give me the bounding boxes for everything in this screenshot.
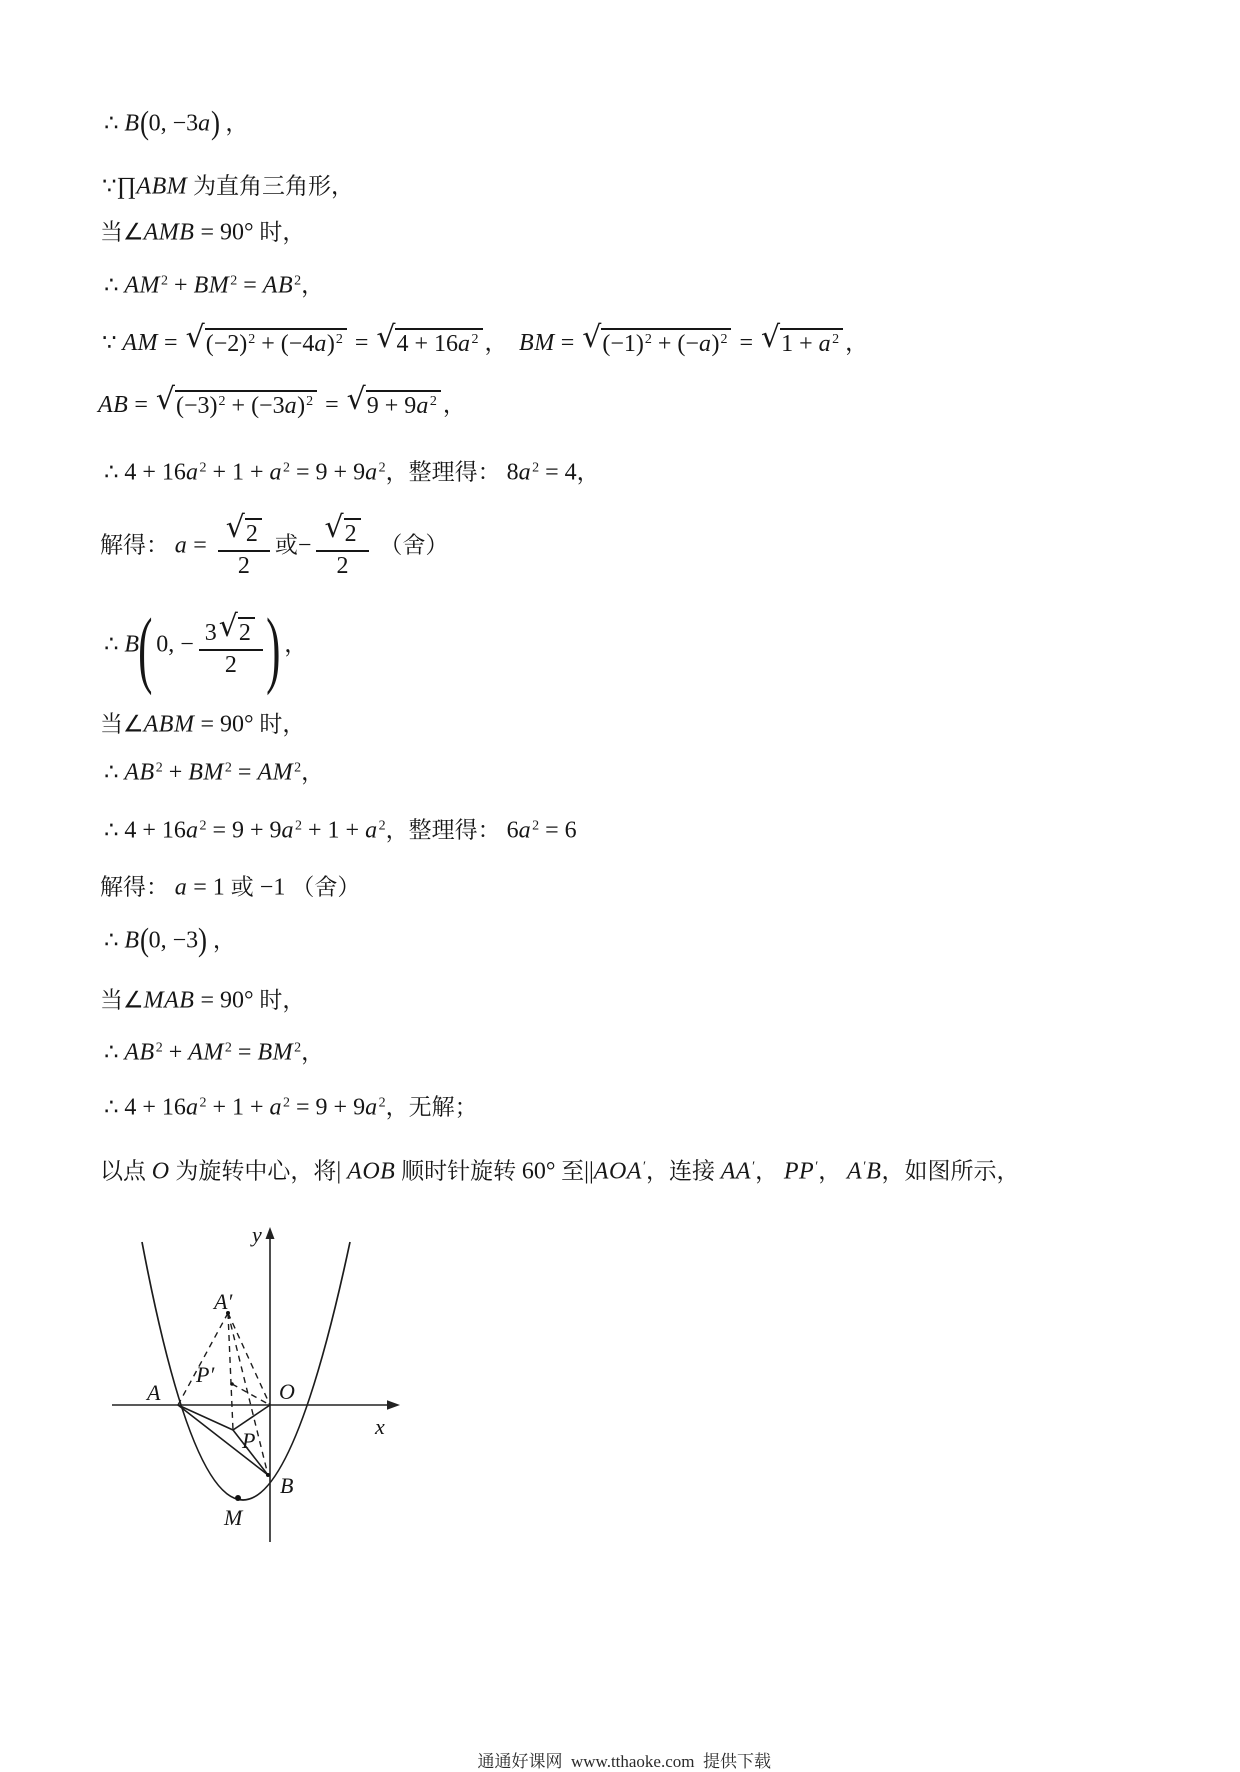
math-number: 4 + 16: [124, 817, 186, 844]
math-variable: a: [365, 1094, 378, 1121]
math-line-6: [98, 382, 466, 420]
text-run: 时，: [253, 987, 306, 1013]
math-variable: BM: [193, 272, 230, 299]
math-variable: AB: [124, 759, 155, 786]
math-line-10: [100, 706, 305, 739]
math-number: |: [336, 1158, 348, 1185]
text-run: ，: [219, 110, 249, 136]
math-number: ): [326, 331, 335, 357]
label-B: B: [280, 1473, 294, 1498]
math-line-17: [104, 1089, 478, 1122]
math-number: = 90°: [194, 987, 254, 1014]
math-number: =: [158, 330, 184, 356]
math-variable: ABM: [136, 173, 188, 200]
math-number: 3: [204, 620, 217, 646]
text-run: ，: [207, 927, 236, 953]
fraction: [199, 609, 263, 679]
radical: [155, 382, 317, 420]
label-M: M: [224, 1505, 243, 1530]
math-variable: AB: [262, 272, 294, 299]
math-number: 0, −: [150, 631, 194, 658]
text-run: 时，: [253, 711, 306, 737]
math-line-4: [104, 267, 324, 300]
math-variable: a: [198, 110, 211, 137]
text-run: ，整理得：: [385, 817, 501, 843]
radical: [185, 320, 347, 358]
superscript: 2: [832, 331, 840, 347]
text-run: （舍）: [291, 874, 361, 900]
math-number: = 9 + 9: [290, 1094, 366, 1121]
math-number: + 1 +: [206, 459, 270, 486]
math-number: =: [319, 392, 345, 418]
math-line-18: [100, 1153, 1019, 1186]
math-number: 6: [500, 817, 519, 844]
y-axis-arrow-icon: [266, 1227, 275, 1239]
text-run: ，: [576, 459, 600, 485]
label-y-axis: y: [252, 1222, 262, 1247]
superscript: 2: [378, 1095, 386, 1111]
math-number: =: [128, 392, 154, 418]
superscript: 2: [224, 1040, 232, 1056]
radical-sign: √: [324, 510, 344, 545]
text-run: 当∠: [100, 987, 144, 1013]
text-run: ，如图所示，: [881, 1158, 1020, 1184]
fraction-numerator: [316, 510, 368, 552]
radical-body: [344, 518, 361, 548]
radical-body: [780, 328, 843, 358]
math-number: + (−4: [255, 331, 315, 357]
math-number: 1 +: [781, 331, 819, 357]
superscript: 2: [155, 760, 163, 776]
math-number: = 90°: [194, 219, 254, 246]
superscript: 2: [248, 331, 256, 347]
math-variable: B: [124, 927, 140, 954]
footer: [0, 1727, 1240, 1772]
math-number: +: [168, 272, 194, 299]
math-line-16: [104, 1034, 324, 1067]
label-x-axis: x: [375, 1414, 385, 1439]
math-number: −1: [253, 874, 292, 901]
label-P-prime: P′: [196, 1362, 215, 1387]
superscript: 2: [720, 331, 728, 347]
fraction-denominator: [337, 552, 349, 580]
math-number: =: [231, 1039, 258, 1066]
radical-sign: √: [218, 609, 238, 644]
text-run: ∵: [102, 330, 123, 355]
text-run: 当∠: [100, 219, 144, 245]
rotation-figure: [95, 1222, 445, 1559]
math-variable: AM: [188, 1039, 224, 1066]
math-number: =: [348, 330, 375, 356]
math-variable: a: [185, 1094, 199, 1121]
math-variable: AM: [122, 330, 159, 356]
radical-body: [205, 328, 347, 358]
math-variable: a: [458, 331, 471, 357]
math-number: 2: [336, 553, 349, 579]
math-number: + (−: [651, 331, 699, 357]
label-O: O: [279, 1379, 295, 1404]
text-run: ∴: [104, 817, 125, 843]
math-number: 9 + 9: [366, 393, 417, 419]
text-run: 为旋转中心，将: [169, 1158, 337, 1184]
text-run: ∴: [104, 759, 125, 785]
label-A: A: [147, 1380, 161, 1405]
text-run: ，: [301, 272, 325, 298]
radical-sign: √: [582, 320, 602, 355]
math-number: = 9 + 9: [206, 817, 282, 844]
math-line-13: [100, 869, 360, 902]
math-line-5: [102, 320, 869, 358]
dashed-segment: [228, 1313, 270, 1405]
math-number: ||: [584, 1158, 594, 1185]
prime-mark: ′: [642, 1159, 646, 1175]
math-number: ): [711, 331, 720, 357]
math-variable: a: [174, 874, 188, 901]
text-run: ，: [818, 1158, 848, 1184]
prime-mark: ′: [863, 1159, 867, 1175]
superscript: 2: [306, 393, 314, 409]
text-run: ∴: [104, 927, 125, 953]
text-run: 或: [230, 874, 254, 900]
text-run: ∴: [104, 110, 125, 136]
math-variable: AB: [98, 392, 129, 418]
superscript: 2: [471, 331, 479, 347]
radical: [582, 320, 731, 358]
superscript: 2: [155, 1040, 163, 1056]
math-variable: a: [365, 817, 378, 844]
radical-sign: √: [761, 320, 781, 355]
math-number: (−3): [176, 393, 218, 419]
radical-sign: √: [376, 320, 396, 355]
text-run: 至: [555, 1158, 585, 1184]
math-number: 4 + 16: [124, 459, 186, 486]
math-number: = 6: [539, 817, 577, 844]
math-variable: AOB: [347, 1158, 396, 1185]
fraction: [218, 510, 270, 580]
label-P: P: [242, 1428, 256, 1453]
fraction-denominator: [238, 552, 250, 580]
math-variable: PP: [783, 1158, 815, 1185]
math-number: 2: [238, 620, 251, 646]
superscript: 2: [644, 331, 652, 347]
point-B: [266, 1473, 270, 1477]
math-variable: AMB: [143, 219, 195, 246]
math-variable: A: [847, 1158, 863, 1185]
math-number: =: [733, 330, 759, 356]
superscript: 2: [199, 460, 207, 476]
superscript: 2: [532, 818, 540, 834]
math-line-12: [104, 812, 577, 845]
math-variable: AB: [124, 1039, 155, 1066]
math-number: 4 + 16: [396, 331, 459, 357]
text-run: ，无解；: [385, 1094, 478, 1120]
math-number: =: [237, 272, 263, 299]
text-run: ∴: [104, 272, 125, 298]
math-number: =: [187, 532, 213, 559]
radical-sign: √: [225, 510, 245, 545]
math-number: ∏: [116, 173, 137, 200]
superscript: 2: [199, 818, 207, 834]
radical-sign: √: [346, 382, 366, 417]
radical-body: [175, 390, 317, 420]
text-run: 或: [274, 532, 298, 558]
math-line-11: [104, 754, 324, 787]
point-P-prime: [230, 1382, 234, 1386]
math-number: 4 + 16: [124, 1094, 186, 1121]
label-A-prime: A′: [214, 1289, 233, 1314]
math-variable: a: [269, 1094, 283, 1121]
text-run: ，: [278, 631, 308, 657]
radical-body: [238, 617, 255, 647]
math-number: = 1: [187, 874, 231, 901]
math-line-9: ∴ B( 0, − 3 √ 2 2 ) ，: [104, 600, 308, 696]
math-variable: a: [518, 817, 532, 844]
math-number: = 90°: [194, 711, 254, 738]
math-number: 8: [500, 459, 519, 486]
math-line-3: [100, 214, 305, 247]
math-variable: a: [174, 532, 188, 559]
math-variable: a: [518, 459, 532, 486]
text-run: ∴: [104, 459, 125, 485]
math-number: + (−3: [225, 393, 285, 419]
math-number: +: [162, 1039, 189, 1066]
math-variable: a: [365, 459, 378, 486]
math-variable: BM: [257, 1039, 294, 1066]
solid-segment: [233, 1405, 270, 1430]
math-variable: B: [866, 1158, 882, 1185]
math-variable: AM: [257, 759, 294, 786]
superscript: 2: [429, 393, 437, 409]
text-run: 解得：: [100, 874, 175, 900]
superscript: 2: [532, 460, 540, 476]
math-number: =: [554, 330, 581, 356]
radical-body: [601, 328, 731, 358]
radical-sign: √: [155, 382, 175, 417]
radical: [218, 609, 255, 647]
text-run: ，: [755, 1158, 784, 1184]
superscript: 2: [283, 1095, 291, 1111]
x-axis-arrow-icon: [387, 1400, 400, 1410]
math-variable: AOA: [593, 1158, 642, 1185]
math-line-14: ∴ B(0, −3) ，: [104, 922, 236, 959]
math-line-7: [104, 454, 600, 487]
parabola-curve: [142, 1242, 350, 1500]
radical: [376, 320, 482, 358]
dashed-segment: [178, 1313, 228, 1405]
math-line-8: [100, 510, 449, 580]
math-number: (−2): [205, 331, 248, 357]
text-run: ，: [442, 392, 466, 417]
footer-text: 通通好课网 www.tthaoke.com 提供下载: [477, 1752, 772, 1771]
fraction: [316, 510, 368, 580]
text-run: 解得：: [100, 532, 175, 558]
text-run: ，: [484, 330, 520, 355]
point-M: [235, 1495, 241, 1501]
math-number: 2: [344, 521, 357, 547]
math-number: −: [297, 532, 312, 559]
math-number: ): [297, 393, 306, 419]
dashed-segment: [228, 1313, 233, 1430]
math-variable: AA: [720, 1158, 752, 1185]
text-run: ，: [845, 330, 869, 355]
math-variable: a: [281, 817, 295, 844]
math-variable: BM: [519, 330, 555, 356]
math-variable: a: [185, 817, 199, 844]
superscript: 2: [161, 273, 169, 289]
radical: [761, 320, 843, 358]
dashed-segment: [232, 1384, 270, 1405]
math-number: 0, −3: [148, 927, 199, 954]
text-run: （舍）: [373, 532, 449, 558]
math-number: 2: [224, 652, 237, 678]
text-run: ∴: [104, 1094, 125, 1120]
math-variable: a: [284, 393, 298, 419]
math-number: 2: [237, 553, 250, 579]
radical: [324, 510, 360, 548]
math-number: 0, −3: [148, 110, 199, 137]
figure-svg: [95, 1222, 445, 1554]
math-line-2: [102, 168, 354, 201]
math-line-15: [100, 982, 305, 1015]
math-variable: a: [698, 331, 712, 357]
superscript: 2: [283, 460, 291, 476]
math-number: = 4: [539, 459, 577, 486]
text-run: ∵: [102, 173, 117, 199]
text-run: ，整理得：: [385, 459, 501, 485]
fraction-numerator: [218, 510, 270, 552]
superscript: 2: [294, 1040, 302, 1056]
text-run: 当∠: [100, 711, 144, 737]
text-run: 顺时针旋转: [395, 1158, 522, 1184]
text-run: ，: [301, 759, 325, 785]
math-variable: a: [818, 331, 832, 357]
math-number: =: [231, 759, 258, 786]
radical: [346, 382, 441, 420]
math-number: 2: [245, 521, 258, 547]
math-number: + 1 +: [302, 817, 366, 844]
math-number: (−1): [602, 331, 644, 357]
radical-body: [395, 328, 482, 358]
text-run: 为直角三角形，: [187, 173, 354, 199]
math-variable: AM: [124, 272, 161, 299]
superscript: 2: [230, 273, 238, 289]
superscript: 2: [218, 393, 226, 409]
text-run: ，: [301, 1039, 325, 1065]
math-line-1: ∴ B(0, −3a) ，: [104, 105, 249, 142]
superscript: 2: [378, 818, 386, 834]
math-variable: a: [269, 459, 283, 486]
math-variable: a: [185, 459, 199, 486]
text-run: 时，: [253, 219, 306, 245]
math-number: +: [162, 759, 189, 786]
superscript: 2: [199, 1095, 207, 1111]
text-run: ，连接: [646, 1158, 721, 1184]
fraction-denominator: [225, 651, 237, 679]
radical-body: [366, 390, 441, 420]
math-variable: BM: [188, 759, 224, 786]
radical-body: [245, 518, 262, 548]
superscript: 2: [295, 818, 303, 834]
text-run: ∴: [104, 631, 125, 657]
math-variable: a: [416, 393, 429, 419]
text-run: 以点: [100, 1158, 152, 1184]
superscript: 2: [294, 760, 302, 776]
prime-mark: ′: [752, 1159, 756, 1175]
superscript: 2: [224, 760, 232, 776]
math-variable: B: [124, 631, 140, 658]
radical: [225, 510, 262, 548]
superscript: 2: [335, 331, 343, 347]
math-variable: MAB: [143, 987, 195, 1014]
math-number: = 9 + 9: [290, 459, 366, 486]
math-variable: a: [314, 331, 327, 357]
superscript: 2: [378, 460, 386, 476]
fraction-numerator: [199, 609, 263, 651]
math-variable: ABM: [143, 711, 195, 738]
prime-mark: ′: [815, 1159, 819, 1175]
superscript: 2: [294, 273, 302, 289]
math-variable: O: [151, 1158, 170, 1185]
math-number: + 1 +: [206, 1094, 270, 1121]
radical-sign: √: [185, 320, 205, 355]
math-number: 60°: [521, 1158, 556, 1185]
math-variable: B: [124, 110, 140, 137]
text-run: ∴: [104, 1039, 125, 1065]
